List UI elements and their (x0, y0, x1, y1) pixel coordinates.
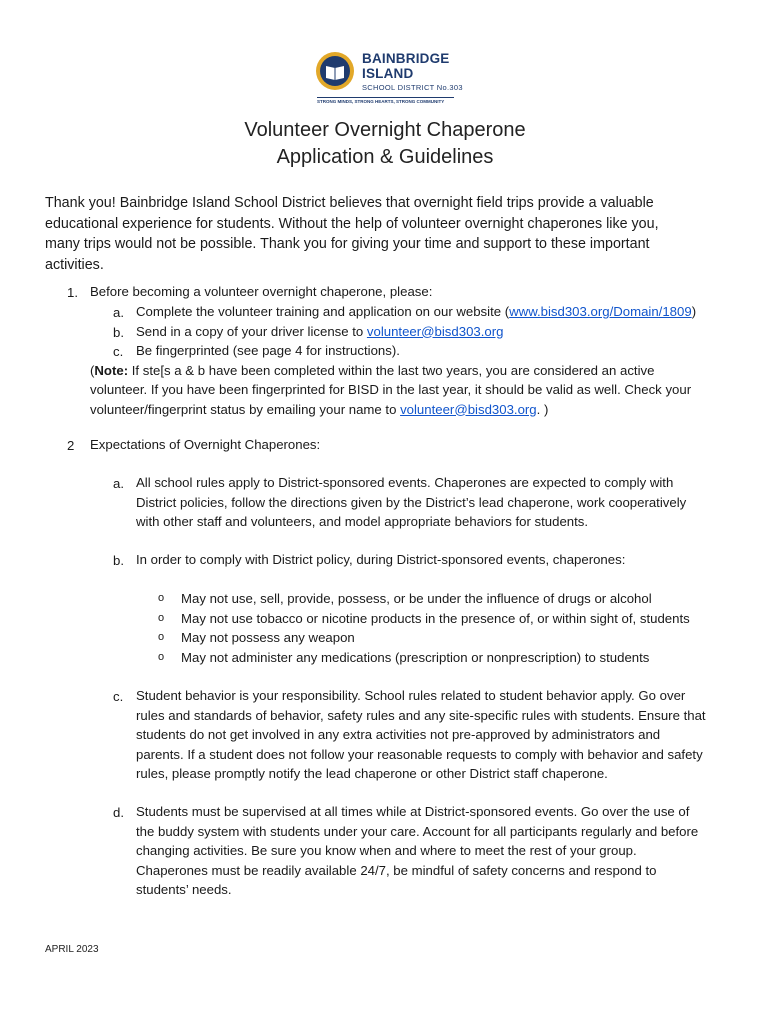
item-2a-line: with other staff and volunteers, and model appropriate behaviors for students. (136, 514, 589, 529)
item-1c-marker: c. (113, 344, 124, 359)
page-title-line-2: Application & Guidelines (276, 146, 494, 168)
note-label: Note: (94, 362, 129, 378)
item-2c-line: parents. If a student does not follow your reasonable requests to comply with behavior and safety (136, 746, 703, 762)
item-2a-line: District policies, follow the directions given by the District’s lead chaperone, work cooperatively (136, 494, 687, 510)
item-2c-line: Student behavior is your responsibility. School rules related to student behavior apply. Go over (136, 688, 686, 703)
note-open: ( (90, 362, 95, 378)
item-1c: Be fingerprinted (see page 4 for instructions). (136, 343, 400, 358)
logo-divider (317, 97, 454, 98)
website-link[interactable]: www.bisd303.org/Domain/1809 (509, 304, 692, 319)
item-2a-line: All school rules apply to District-sponsored events. Chaperones are expected to comply with (136, 475, 674, 490)
section-1-number: 1. (67, 285, 78, 300)
section-1-heading: Before becoming a volunteer overnight chaperone, please: (90, 284, 433, 299)
intro-line: many trips would not be possible. Thank you for giving your time and support to these important (45, 236, 650, 252)
bullet-item: May not use tobacco or nicotine products in the presence of, or within sight of, students (181, 610, 690, 626)
intro-line: activities. (45, 256, 104, 273)
item-2d-line: the buddy system with students under your care. Account for all participants regularly and before (136, 823, 699, 839)
footer-date: APRIL 2023 (45, 944, 99, 955)
item-2c-marker: c. (113, 689, 124, 704)
item-2d-line: students’ needs. (136, 882, 232, 897)
item-1a-close: ) (691, 304, 697, 319)
item-2d-line: Chaperones must be readily available 24/7, be mindful of safety concerns and respond to (136, 862, 657, 878)
note-text: If ste[s a & b have been completed within the last two years, you are considered an active (128, 362, 655, 378)
volunteer-email-link[interactable]: volunteer@bisd303.org (366, 323, 504, 339)
bullet-item: May not possess any weapon (181, 630, 355, 645)
intro-line: educational experience for students. Without the help of volunteer overnight chaperones like you, (45, 215, 659, 232)
item-2b: In order to comply with District policy, during District-sponsored events, chaperones: (136, 552, 626, 567)
note-line-2: volunteer. If you have been fingerprinted for BISD in the last year, it should be valid as well. Check your (90, 382, 692, 397)
item-2d-line: Students must be supervised at all times while at District-sponsored events. Go over the use of (136, 804, 690, 819)
page-title-line-1: Volunteer Overnight Chaperone (244, 119, 526, 141)
logo-line-1: BAINBRIDGE (362, 51, 450, 66)
logo-line-2: ISLAND (362, 66, 414, 81)
item-2b-marker: b. (113, 553, 124, 568)
bullet-marker: o (158, 650, 165, 663)
section-2-heading: Expectations of Overnight Chaperones: (90, 437, 321, 452)
item-1a-text: Complete the volunteer training and application on our website ( (136, 304, 510, 319)
item-1b (136, 322, 503, 342)
item-2c-line: students do not get involved in any extra activities not pre-approved by administrators and (136, 727, 661, 742)
bullet-item: May not administer any medications (prescription or nonprescription) to students (181, 649, 650, 665)
item-2c-line: rules, please promptly notify the lead chaperone or other District staff chaperone. (136, 766, 608, 781)
note-text-3: volunteer/fingerprint status by emailing your name to (90, 401, 401, 417)
item-2a-marker: a. (113, 476, 124, 491)
item-2d-line: changing activities. Be sure you know when and where to meet the rest of your group. (136, 843, 637, 858)
item-1b-marker: b. (113, 324, 124, 340)
note-line-3 (90, 400, 548, 420)
item-2c-line: rules and standards of behavior, safety rules and any site-specific rules with students. Ensure that (136, 707, 706, 723)
item-1b-text: Send in a copy of your driver license to (136, 323, 367, 339)
bullet-marker: o (158, 631, 165, 643)
bullet-marker: o (158, 592, 165, 604)
note-line-1 (90, 361, 654, 381)
note-end: . ) (536, 401, 549, 417)
logo-tagline: STRONG MINDS, STRONG HEARTS, STRONG COMMUNITY (317, 99, 445, 104)
intro-line: Thank you! Bainbridge Island School District believes that overnight field trips provide a valuable (45, 195, 654, 211)
item-1a (136, 302, 696, 322)
bullet-marker: o (158, 611, 165, 624)
section-2-number: 2 (67, 438, 75, 453)
logo-line-3: SCHOOL DISTRICT No.303 (362, 83, 463, 92)
item-1a-marker: a. (113, 305, 124, 320)
item-2d-marker: d. (113, 805, 124, 820)
bullet-item: May not use, sell, provide, possess, or be under the influence of drugs or alcohol (181, 591, 652, 606)
volunteer-email-link-2[interactable]: volunteer@bisd303.org (400, 401, 537, 417)
